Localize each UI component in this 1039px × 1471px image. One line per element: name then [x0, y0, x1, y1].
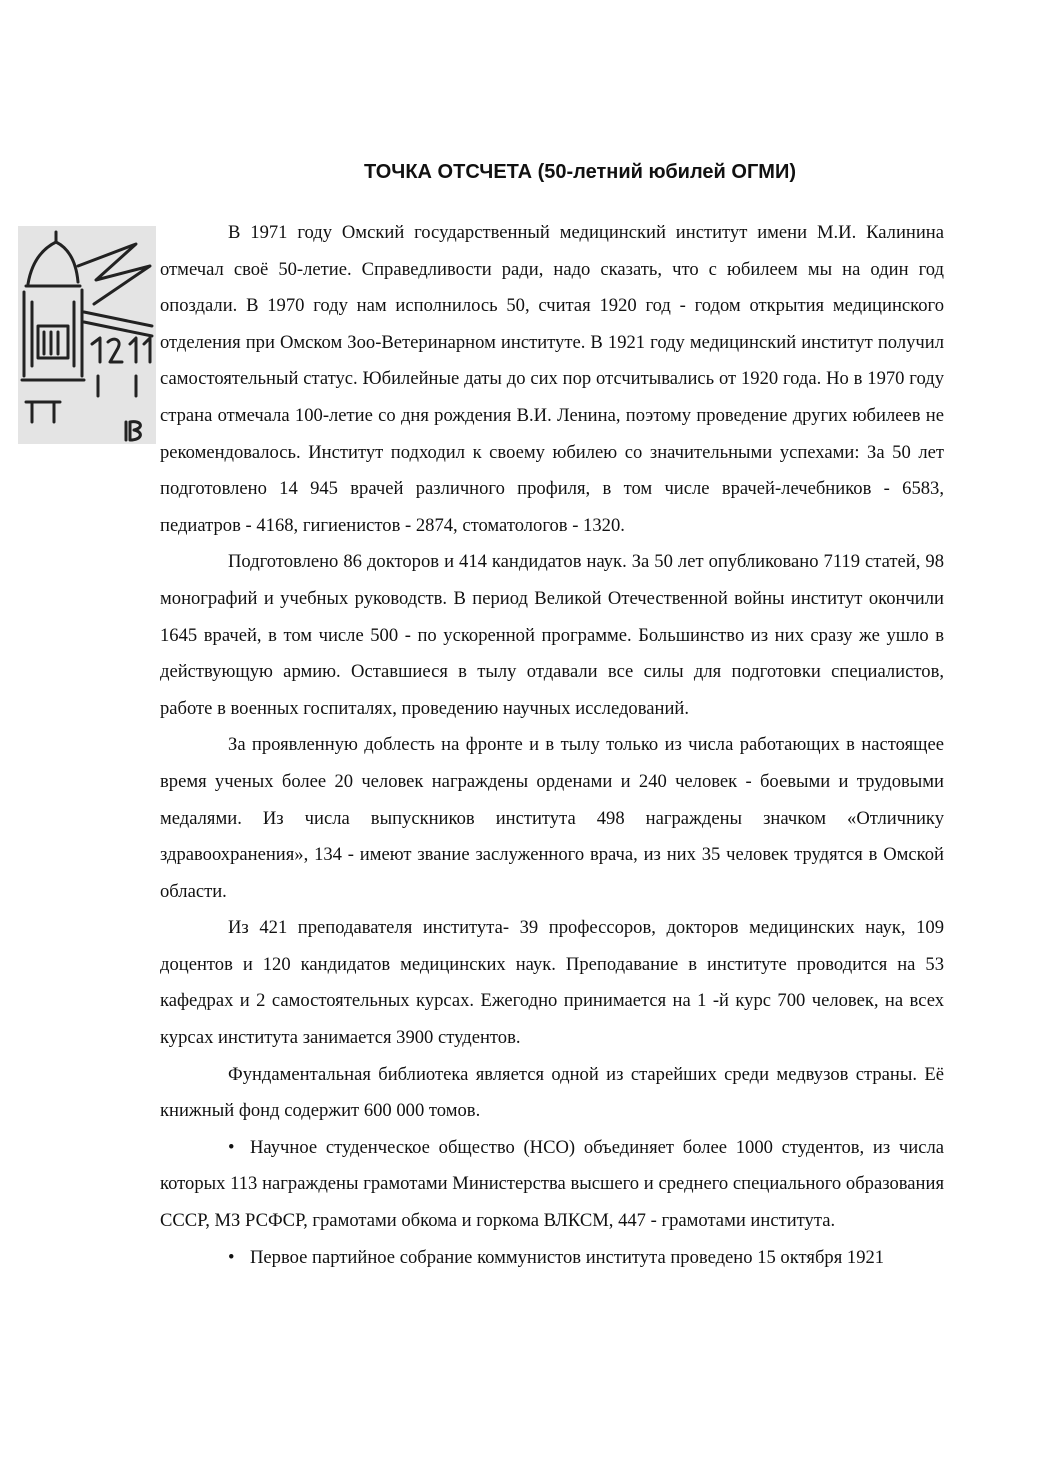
- bullet-marker: •: [228, 1246, 235, 1268]
- paragraph: В 1971 году Омский государственный медицинский институт имени М.И. Калинина отмечал своё 50-летие. Справедливости ради, надо сказать, что с юбилеем мы на один год опоздали. В 1970 году нам исполнилось 50, считая 1920 год - годом открытия медицинского отделения при Омском Зоо-Ветеринарном институте. В 1921 году медицинский институт получил самостоятельный статус. Юбилейные даты до сих пор отсчитывались от 1920 года. Но в 1970 году страна отмечала 100-летие со дня рождения В.И. Ленина, поэтому проведение других юбилеев не рекомендовалось. Институт подходил к своему юбилею со значительными успехами: За 50 лет подготовлено 14 945 врачей различного профиля, в том числе врачей-лечебников - 6583, педиатров - 4168, гигиенистов - 2874, стоматологов - 1320.: [160, 222, 944, 536]
- building-emblem-logo: [18, 226, 156, 444]
- paragraph: За проявленную доблесть на фронте и в тылу только из числа работающих в настоящее время ученых более 20 человек награждены орденами и 240 человек - боевыми и трудовыми медалями. Из числа выпускников института 498 награждены значком «Отличнику здравоохранения», 134 - имеют звание заслуженного врача, из них 35 человек трудятся в Омской области.: [160, 734, 944, 902]
- paragraph: Из 421 преподавателя института- 39 профессоров, докторов медицинских наук, 109 доцентов и 120 кандидатов медицинских наук. Преподавание в институте проводится на 53 кафедрах и 2 самостоятельных курсах. Ежегодно принимается на 1 -й курс 700 человек, на всех курсах института занимается 3900 студентов.: [160, 917, 944, 1049]
- bullet-text: Первое партийное собрание коммунистов института проведено 15 октября 1921: [250, 1246, 885, 1268]
- bullet-text: Научное студенческое общество (НСО) объединяет более 1000 студентов, из числа которых 113 награждены грамотами Министерства высшего и среднего специального образования СССР, МЗ РСФСР, грамотами обкома и горкома ВЛКСМ, 447 - грамотами института.: [160, 1136, 944, 1232]
- paragraph: Подготовлено 86 докторов и 414 кандидатов наук. За 50 лет опубликовано 7119 статей, 98 монографий и учебных руководств. В период Великой Отечественной войны институт окончили 1645 врачей, в том числе 500 - по ускоренной программе. Большинство из них сразу же ушло в действующую армию. Оставшиеся в тылу отдавали все силы для подготовки специалистов, работе в военных госпиталях, проведению научных исследований.: [160, 551, 944, 719]
- bullet-marker: •: [228, 1136, 235, 1158]
- document-title: ТОЧКА ОТСЧЕТА (50-летний юбилей ОГМИ): [364, 161, 796, 183]
- bullet-item: [160, 1240, 944, 1277]
- paragraph: Фундаментальная библиотека является одной из старейших среди медвузов страны. Её книжный фонд содержит 600 000 томов.: [160, 1063, 944, 1122]
- bullet-item: [160, 1130, 944, 1240]
- article-body: [160, 215, 944, 1276]
